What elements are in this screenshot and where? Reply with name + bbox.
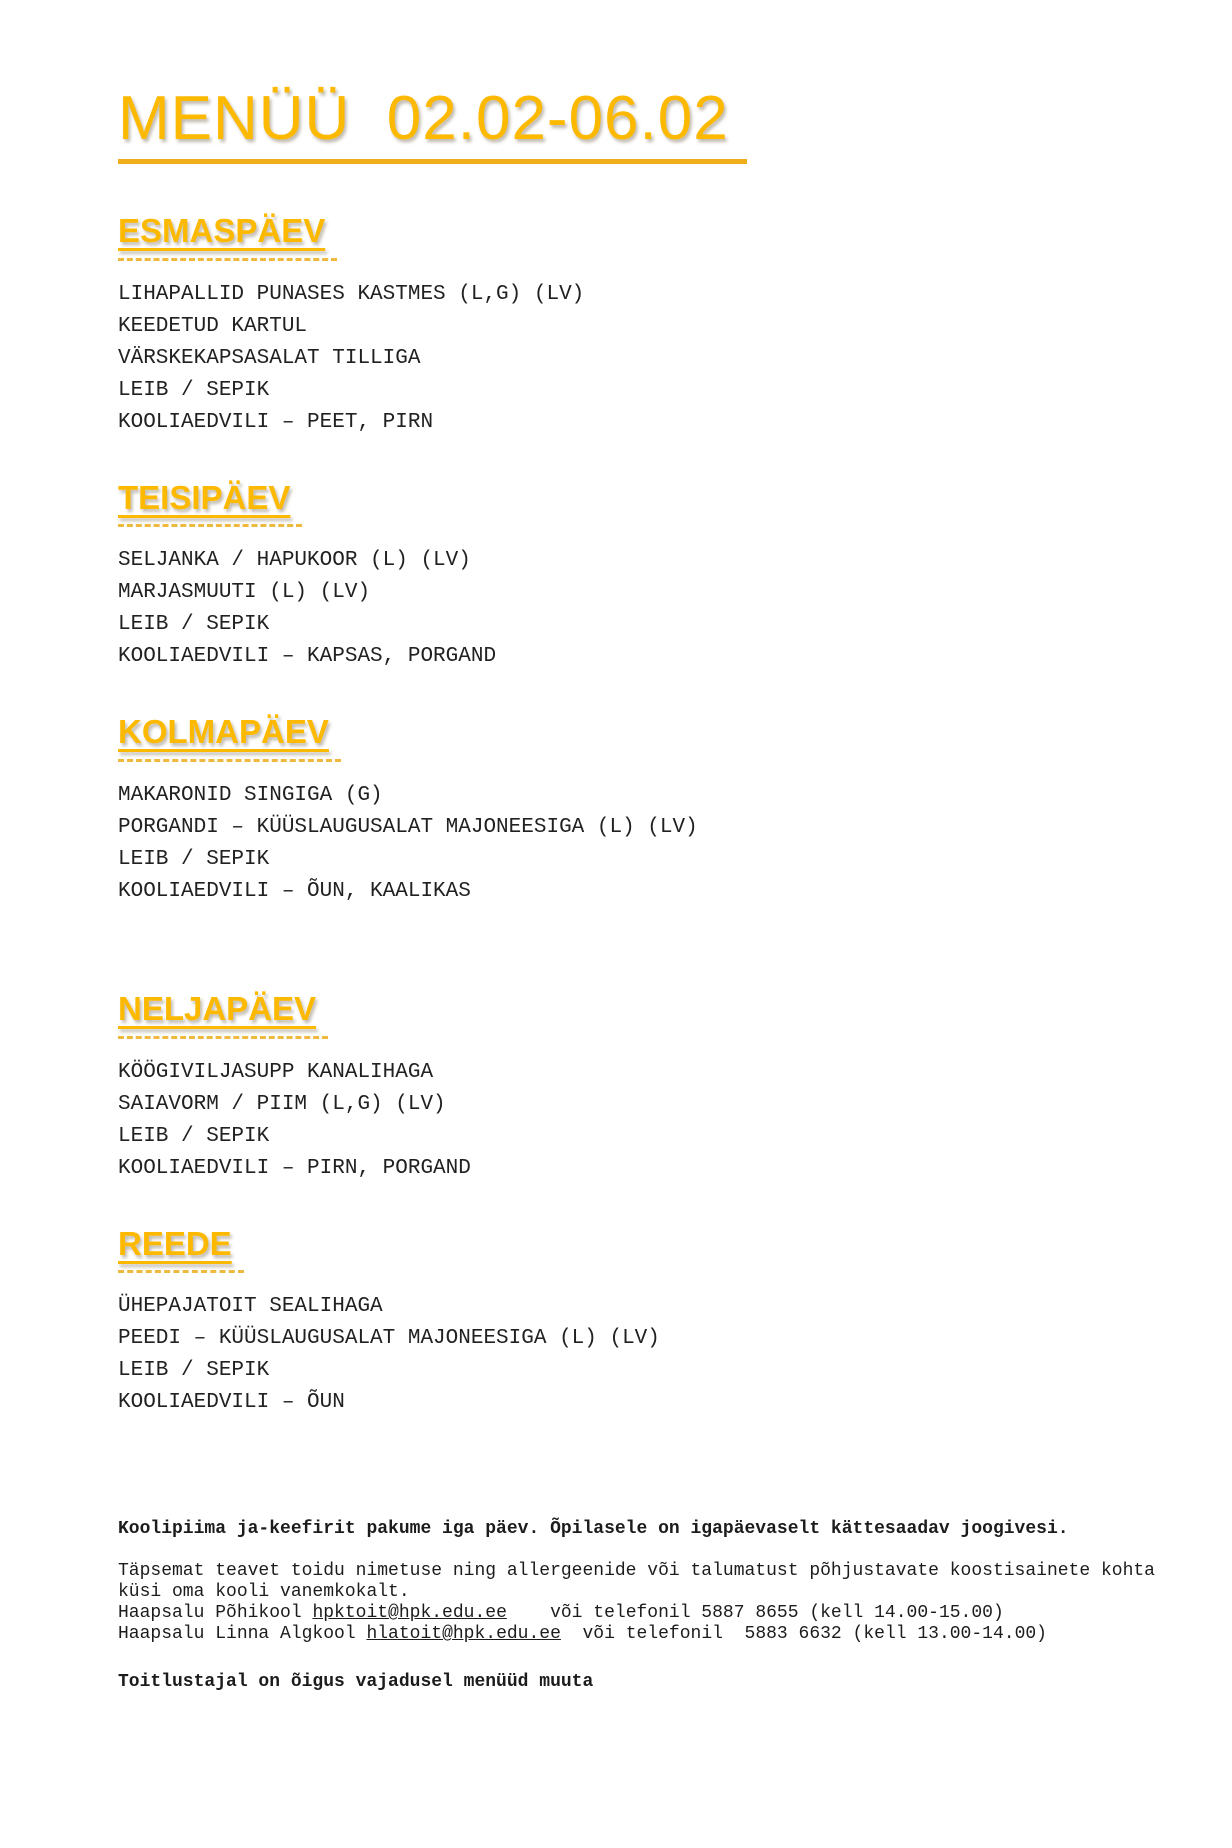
menu-items-reede: [118, 1291, 1168, 1419]
menu-item: KOOLIAEDVILI – PIRN, PORGAND: [118, 1156, 471, 1180]
menu-item: ÜHEPAJATOIT SEALIHAGA: [118, 1295, 383, 1319]
school2-phone: või telefonil 5883 6632 (kell 13.00-14.00): [560, 1624, 1047, 1645]
menu-item: KÖÖGIVILJASUPP KANALIHAGA: [118, 1060, 434, 1084]
page-title: MENÜÜ 02.02-06.02: [118, 88, 747, 164]
menu-change-note: Toitlustajal on õigus vajadusel menüüd muuta: [118, 1672, 594, 1693]
day-heading-neljapaev: NELJAPÄEV: [118, 992, 328, 1039]
menu-items-esmaspaev: [118, 279, 1168, 439]
menu-item: LEIB / SEPIK: [118, 847, 270, 871]
menu-item: LEIB / SEPIK: [118, 378, 270, 402]
day-section-neljapaev: [118, 908, 1168, 1185]
day-section-reede: [118, 1185, 1168, 1420]
allergy-info: Täpsemat teavet toidu nimetuse ning allergeenide või talumatust põhjustavate koostisainete kohta küsi oma kooli vanemkokalt.: [118, 1561, 1155, 1603]
email-link-hlatoit[interactable]: hlatoit@hpk.edu.ee: [366, 1624, 561, 1645]
menu-item: SAIAVORM / PIIM (L,G) (LV): [118, 1092, 446, 1116]
menu-item: LEIB / SEPIK: [118, 613, 270, 637]
menu-item: LEIB / SEPIK: [118, 1359, 270, 1383]
school1-name: Haapsalu Põhikool: [118, 1603, 313, 1624]
milk-note: Koolipiima ja-keefirit pakume iga päev. Õpilasele on igapäevaselt kättesaadav joogivesi.: [118, 1519, 1069, 1540]
day-section-kolmapaev: [118, 673, 1168, 908]
day-section-teisipaev: [118, 439, 1168, 674]
day-section-esmaspaev: [118, 164, 1168, 439]
day-heading-teisipaev: TEISIPÄEV: [118, 481, 302, 528]
school1-phone: või telefonil 5887 8655 (kell 14.00-15.00): [506, 1603, 1004, 1624]
school2-name: Haapsalu Linna Algkool: [118, 1624, 367, 1645]
menu-item: VÄRSKEKAPSASALAT TILLIGA: [118, 346, 421, 370]
menu-items-teisipaev: [118, 545, 1168, 673]
menu-item: LIHAPALLID PUNASES KASTMES (L,G) (LV): [118, 282, 585, 306]
menu-item: KOOLIAEDVILI – PEET, PIRN: [118, 410, 434, 434]
menu-document: [118, 84, 1168, 1693]
menu-item: PEEDI – KÜÜSLAUGUSALAT MAJONEESIGA (L) (LV): [118, 1327, 660, 1351]
day-heading-esmaspaev: ESMASPÄEV: [118, 214, 337, 261]
school2-contact-line: [118, 1624, 1168, 1645]
day-heading-reede: REEDE: [118, 1227, 244, 1274]
menu-item: MARJASMUUTI (L) (LV): [118, 581, 371, 605]
menu-item: LEIB / SEPIK: [118, 1124, 270, 1148]
menu-item: KOOLIAEDVILI – ÕUN, KAALIKAS: [118, 879, 471, 903]
menu-item: SELJANKA / HAPUKOOR (L) (LV): [118, 549, 471, 573]
menu-item: KOOLIAEDVILI – ÕUN: [118, 1391, 345, 1415]
day-heading-kolmapaev: KOLMAPÄEV: [118, 715, 341, 762]
footer: [118, 1519, 1168, 1693]
menu-items-neljapaev: [118, 1057, 1168, 1185]
menu-item: KEEDETUD KARTUL: [118, 314, 308, 338]
menu-items-kolmapaev: [118, 780, 1168, 908]
menu-item: KOOLIAEDVILI – KAPSAS, PORGAND: [118, 645, 497, 669]
menu-item: PORGANDI – KÜÜSLAUGUSALAT MAJONEESIGA (L) (LV): [118, 815, 698, 839]
email-link-hpktoit[interactable]: hpktoit@hpk.edu.ee: [312, 1603, 507, 1624]
menu-item: MAKARONID SINGIGA (G): [118, 783, 383, 807]
school1-contact-line: [118, 1603, 1168, 1624]
